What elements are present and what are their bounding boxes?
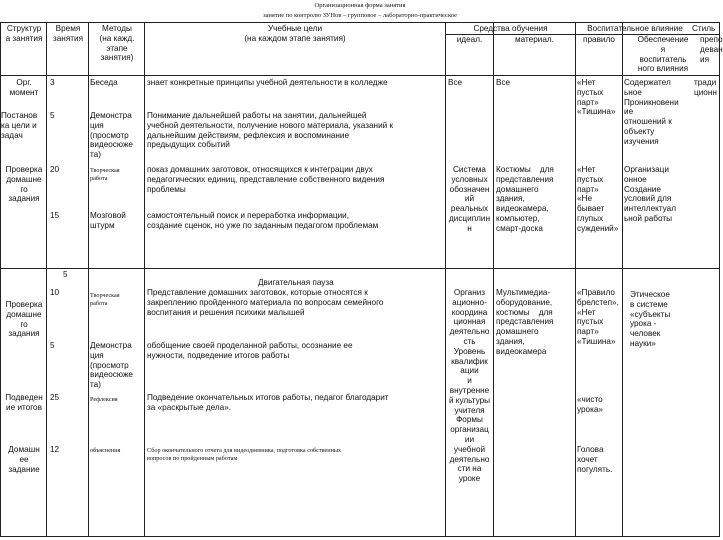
org-rule: «Нет пустых парт» «Тишина» — [577, 78, 616, 117]
summary-structure: Подведен ие итогов — [5, 393, 43, 412]
check-method-2: Мозговой штурм — [90, 211, 126, 230]
table-bottom-border — [0, 536, 720, 537]
header-style: Стиль — [692, 24, 716, 33]
check2-structure: Проверка домашне го задания — [5, 300, 43, 339]
column-line — [88, 22, 89, 536]
column-line — [622, 22, 623, 536]
org-goal: знает конкретные принципы учебной деятельности в колледже — [147, 78, 388, 87]
home-time: 12 — [50, 445, 60, 454]
check2-rule: «Правило брелстеп», «Нет пустых парт» «Тишина» — [577, 288, 619, 346]
org-style: тради ционн — [694, 78, 717, 97]
header-methods: Методы (на кажд. этапе занятия) — [99, 24, 135, 63]
header-provide: Обеспечение я воспитатель ного влияния — [637, 35, 689, 74]
home-method: объяснения — [90, 447, 121, 454]
check-goal-2: самостоятельный поиск и переработка информации, создание сценок, но уже по заданным педагогом проблемам — [147, 211, 379, 230]
check2-method-1: Творческая работа — [90, 292, 120, 307]
column-line — [493, 22, 494, 536]
org-structure: Орг. момент — [9, 78, 39, 97]
check2-goal-1: Представление домашних заготовок, которые относятся к закреплению пройденного материала по вопросам семейного воспитания и решения психики малышей — [147, 288, 384, 317]
check-ideal: Система условных обозначен ий реальных дисциплин н — [448, 165, 490, 233]
check2-material: Мультимедиа- оборудование, костюмы для представления домашнего здания, видеокамера — [496, 288, 554, 356]
org-provide: Содержател ьное Проникновени ие отношений к объекту изучения — [624, 78, 679, 146]
header-time: Время занятия — [52, 24, 84, 43]
org-time: 3 — [50, 78, 55, 87]
check-structure: Проверка домашне го задания — [5, 165, 43, 204]
task-method: Демонстра ция (просмотр видеосюже та) — [90, 111, 133, 160]
task-goal: Понимание дальнейшей работы на занятии, дальнейшей учебной деятельности, получение нового материала, указаний к дальнейшим действиям, рефлексия и воспоминание предыдущих событий — [147, 111, 394, 150]
check-provide: Организаци онное Создание условий для интеллектуал ьной работы — [624, 165, 676, 223]
check2-ideal: Организ ационно- координа ционная деятельно сть Уровень квалифик ации и внутренне й культуры учителя Формы организац ии учебной деятельно сти на уроке — [448, 288, 491, 484]
org-method: Беседа — [90, 78, 118, 87]
header-style-2: препо деван ия — [700, 35, 723, 64]
table-top-border — [0, 22, 720, 23]
header-rule: правило — [583, 35, 615, 44]
summary-rule: «чисто урока» — [577, 395, 603, 414]
row-border — [0, 268, 720, 269]
summary-time: 25 — [50, 393, 60, 402]
header-row-border — [0, 75, 720, 76]
home-rule: Голова хочет погулять. — [577, 445, 613, 474]
check2-provide: Этическое в системе «субъекты урока - человек науки» — [630, 290, 671, 348]
check2-time-2: 5 — [50, 341, 55, 350]
pause-goal: Двигательная пауза — [258, 278, 334, 287]
check2-time-1: 10 — [50, 288, 60, 297]
summary-method: Рефлексия — [90, 396, 118, 403]
check-time-1: 20 — [50, 165, 60, 174]
summary-goal: Подведение окончательных итогов работы, педагог благодарит за «раскрытые дела». — [147, 393, 389, 412]
check-material: Костюмы для представления домашнего здания, видеокамера, компьютер, смарт-доска — [496, 165, 554, 233]
column-line — [144, 22, 145, 536]
column-line — [575, 22, 576, 536]
check-time-2: 15 — [50, 211, 60, 220]
check2-method-2: Демонстра ция (просмотр видеосюже та) — [90, 341, 133, 390]
header-structure: Структур а занятия — [5, 24, 43, 43]
header-means-material: материал. — [515, 35, 554, 44]
check2-goal-2: обобщение своей проделанной работы, осознание ее нужности, подведение итогов работы — [147, 341, 353, 360]
task-structure: Постанов ка цели и задач — [1, 111, 38, 140]
page-subtitle: занятие по контролю ЗУНов – групповое – лабораторно-практическое — [262, 12, 457, 19]
task-time: 5 — [50, 111, 55, 120]
header-goals: Учебные цели (на каждом этапе занятия) — [244, 24, 346, 43]
column-line — [719, 22, 720, 536]
check-rule: «Нет пустых парт» «Не бывает глупых суждений» — [577, 165, 619, 233]
home-goal: Сбор окончательного отчета для видеодневника, подготовка собственных вопросов по пройденным работам — [147, 447, 342, 462]
header-means-ideal: идеал. — [456, 35, 483, 44]
org-material: Все — [496, 78, 511, 87]
check-method-1: Творческая работа — [90, 167, 120, 182]
org-ideal: Все — [448, 78, 463, 87]
check-goal-1: показ домашних заготовок, относящихся к интеграции двух педагогических единиц, представление собственного видения проблемы — [147, 165, 385, 194]
page-title: Организационная форма занятия — [314, 2, 406, 9]
header-means: Средства обучения — [473, 24, 548, 33]
home-structure: Домашн ее задание — [8, 445, 40, 474]
header-influence: Воспитательное влияние — [587, 24, 683, 33]
pause-time: 5 — [63, 270, 68, 279]
